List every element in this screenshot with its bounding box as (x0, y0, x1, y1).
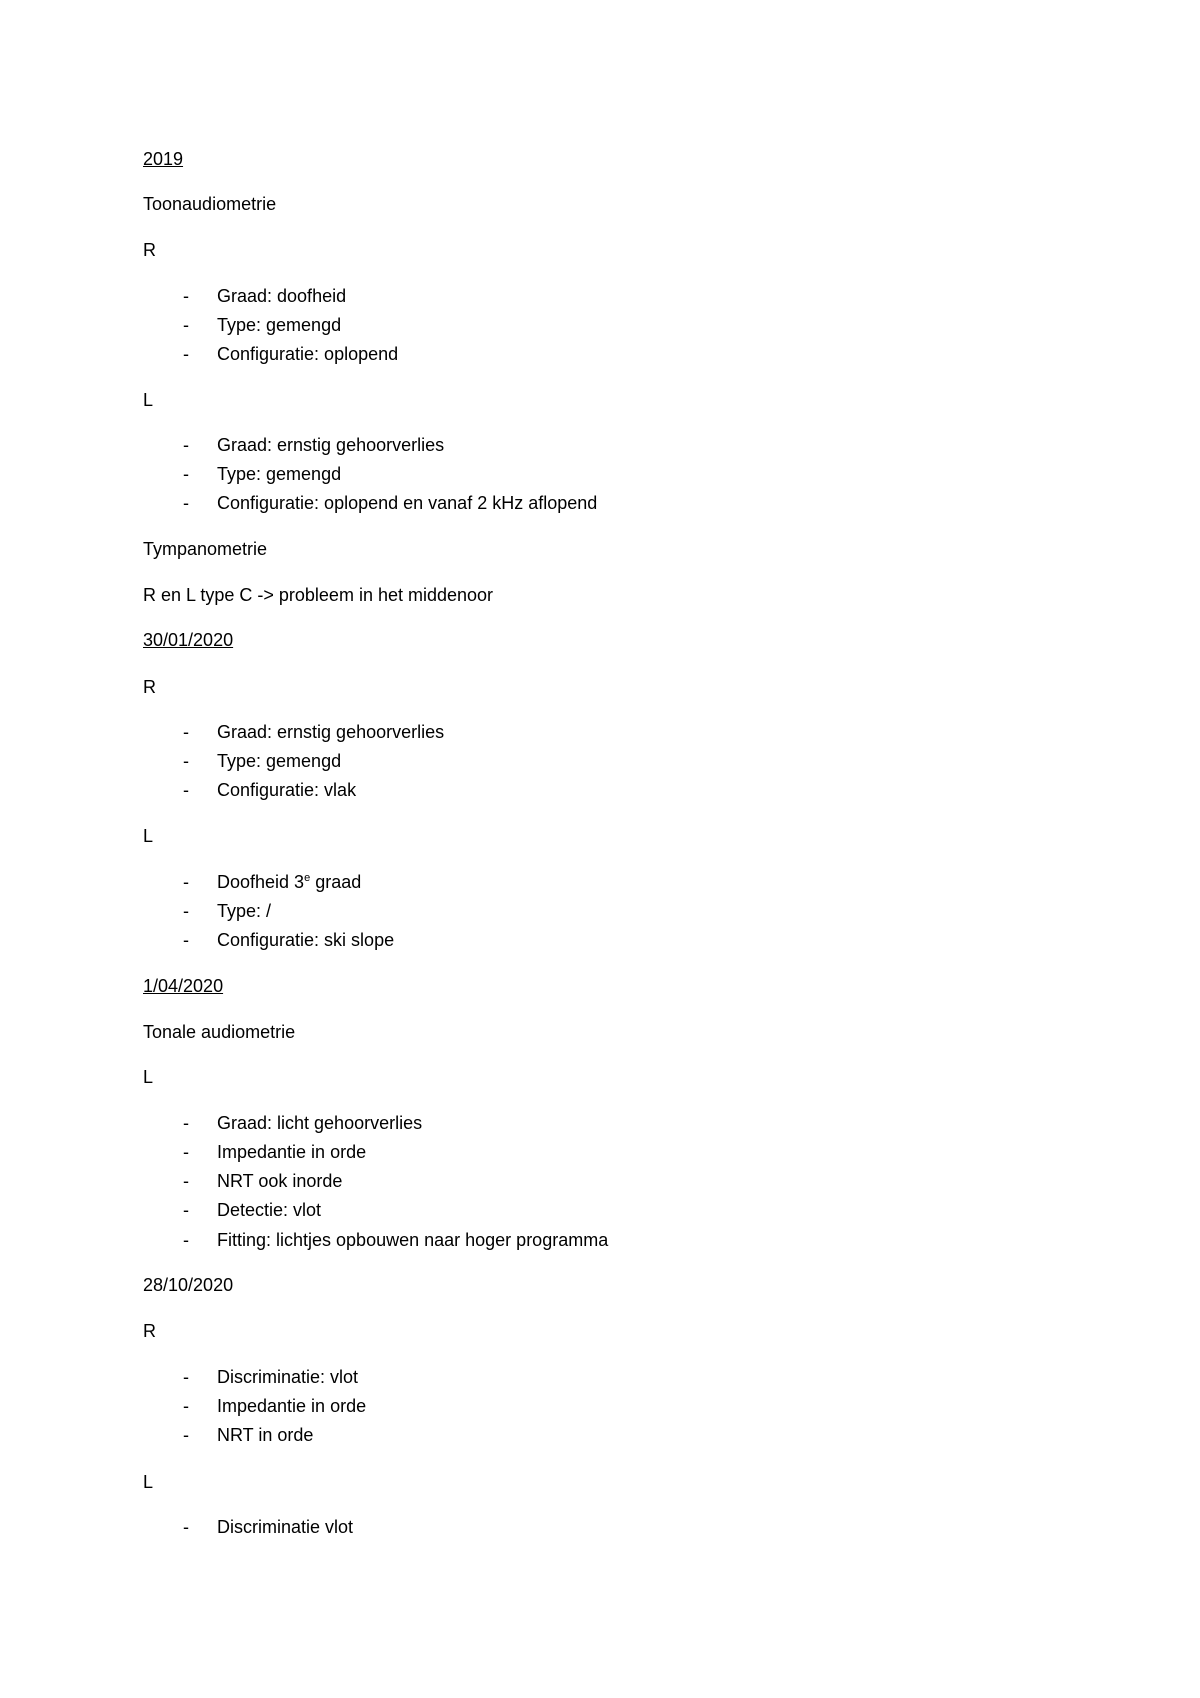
ear-label-left: L (143, 390, 154, 410)
list-item: Configuratie: oplopend en vanaf 2 kHz aflopend (217, 493, 598, 513)
list-item: NRT in orde (217, 1425, 314, 1445)
list-item: Type: gemengd (217, 464, 342, 484)
list-item: Discriminatie vlot (217, 1517, 354, 1537)
bullet-dash: - (183, 435, 189, 455)
list-item: Detectie: vlot (217, 1200, 322, 1220)
bullet-dash: - (183, 722, 189, 742)
bullet-dash: - (183, 1367, 189, 1387)
list-item: Configuratie: ski slope (217, 930, 395, 950)
tympanometrie-result: R en L type C -> probleem in het middenoor (143, 585, 494, 605)
ear-label-right: R (143, 240, 156, 260)
bullet-dash: - (183, 1230, 189, 1250)
date-heading-30-01-2020: 30/01/2020 (143, 630, 234, 650)
bullet-dash: - (183, 1200, 189, 1220)
list-item: Impedantie in orde (217, 1142, 367, 1162)
date-heading-1-04-2020: 1/04/2020 (143, 976, 224, 996)
list-item: Type: / (217, 901, 272, 921)
bullet-dash: - (183, 1425, 189, 1445)
bullet-dash: - (183, 464, 189, 484)
list-item: Graad: licht gehoorverlies (217, 1113, 423, 1133)
list-item: Type: gemengd (217, 315, 342, 335)
list-item: Configuratie: oplopend (217, 344, 399, 364)
list-item: Graad: ernstig gehoorverlies (217, 435, 445, 455)
bullet-dash: - (183, 286, 189, 306)
list-item: Graad: ernstig gehoorverlies (217, 722, 445, 742)
list-item: Fitting: lichtjes opbouwen naar hoger programma (217, 1230, 609, 1250)
list-item-text: Doofheid 3 (217, 872, 305, 892)
superscript-ordinal: e (304, 872, 311, 884)
list-item: Type: gemengd (217, 751, 342, 771)
bullet-dash: - (183, 1517, 189, 1537)
bullet-dash: - (183, 1142, 189, 1162)
list-item: Discriminatie: vlot (217, 1367, 359, 1387)
ear-label-right: R (143, 677, 156, 697)
bullet-dash: - (183, 780, 189, 800)
bullet-dash: - (183, 344, 189, 364)
ear-label-left: L (143, 826, 154, 846)
list-item: Configuratie: vlak (217, 780, 357, 800)
date-heading-2019: 2019 (143, 149, 184, 169)
list-item: Impedantie in orde (217, 1396, 367, 1416)
bullet-dash: - (183, 872, 189, 892)
bullet-dash: - (183, 930, 189, 950)
list-item: NRT ook inorde (217, 1171, 343, 1191)
list-item (217, 871, 361, 893)
section-label-tonale-audiometrie: Tonale audiometrie (143, 1022, 296, 1042)
bullet-dash: - (183, 315, 189, 335)
bullet-dash: - (183, 493, 189, 513)
bullet-dash: - (183, 1396, 189, 1416)
section-label-tympanometrie: Tympanometrie (143, 539, 268, 559)
ear-label-left: L (143, 1067, 154, 1087)
bullet-dash: - (183, 751, 189, 771)
date-heading-28-10-2020: 28/10/2020 (143, 1275, 234, 1295)
ear-label-left: L (143, 1472, 154, 1492)
list-item: Graad: doofheid (217, 286, 347, 306)
section-label-toonaudiometrie: Toonaudiometrie (143, 194, 277, 214)
ear-label-right: R (143, 1321, 156, 1341)
bullet-dash: - (183, 901, 189, 921)
bullet-dash: - (183, 1113, 189, 1133)
list-item-text-rest: graad (310, 872, 362, 892)
bullet-dash: - (183, 1171, 189, 1191)
